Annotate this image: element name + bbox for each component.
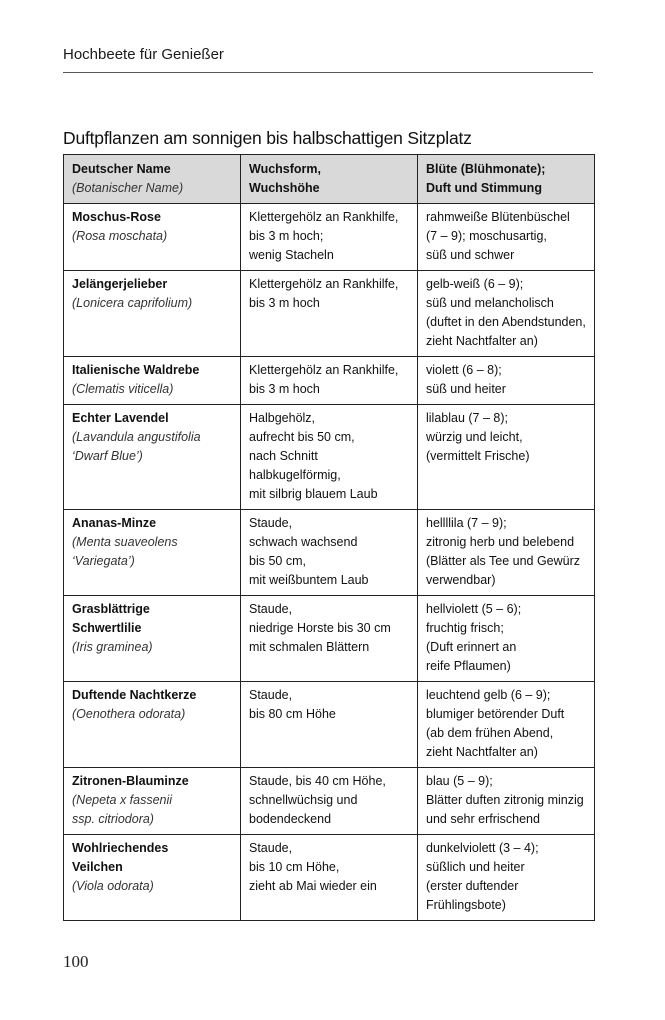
botanical-name: ‘Dwarf Blue’) <box>72 449 143 463</box>
growth-text: bis 3 m hoch <box>249 382 320 396</box>
cell-bloom <box>418 271 595 357</box>
botanical-name: (Lonicera caprifolium) <box>72 296 193 310</box>
cell-bloom <box>418 357 595 405</box>
bloom-text: und sehr erfrischend <box>426 812 540 826</box>
bloom-text: süß und heiter <box>426 382 506 396</box>
german-name: Veilchen <box>72 860 123 874</box>
botanical-name: (Iris graminea) <box>72 640 153 654</box>
bloom-text: (ab dem frühen Abend, <box>426 726 554 740</box>
growth-text: Staude, <box>249 688 293 702</box>
header-growth-line: Wuchsform, <box>249 162 321 176</box>
header-growth-line: Wuchshöhe <box>249 181 320 195</box>
bloom-text: (vermittelt Frische) <box>426 449 530 463</box>
growth-text: Klettergehölz an Rankhilfe, <box>249 210 399 224</box>
botanical-name: (Clematis viticella) <box>72 382 174 396</box>
bloom-text: dunkelviolett (3 – 4); <box>426 841 539 855</box>
bloom-text: würzig und leicht, <box>426 430 523 444</box>
cell-plant-name <box>64 510 241 596</box>
german-name: Moschus-Rose <box>72 210 161 224</box>
table-row <box>64 204 595 271</box>
bloom-text: Frühlingsbote) <box>426 898 506 912</box>
table-row <box>64 510 595 596</box>
growth-text: mit silbrig blauem Laub <box>249 487 378 501</box>
growth-text: schnellwüchsig und <box>249 793 358 807</box>
header-german-name-label: Deutscher Name <box>72 162 171 176</box>
cell-bloom <box>418 596 595 682</box>
fragrant-plants-table <box>63 154 595 921</box>
table-row <box>64 271 595 357</box>
bloom-text: reife Pflaumen) <box>426 659 511 673</box>
german-name: Schwertlilie <box>72 621 142 635</box>
table-title: Duftpflanzen am sonnigen bis halbschattigen Sitzplatz <box>63 128 472 148</box>
page-number: 100 <box>63 952 89 971</box>
german-name: Italienische Waldrebe <box>72 363 200 377</box>
table-header <box>64 155 595 204</box>
table-body <box>64 204 595 921</box>
cell-growth <box>241 357 418 405</box>
bloom-text: lilablau (7 – 8); <box>426 411 508 425</box>
bloom-text: (Duft erinnert an <box>426 640 517 654</box>
header-bloom <box>418 155 595 204</box>
botanical-name: (Lavandula angustifolia <box>72 430 201 444</box>
table-row <box>64 357 595 405</box>
cell-plant-name <box>64 204 241 271</box>
cell-growth <box>241 682 418 768</box>
cell-plant-name <box>64 357 241 405</box>
bloom-text: blau (5 – 9); <box>426 774 493 788</box>
german-name: Ananas-Minze <box>72 516 157 530</box>
cell-plant-name <box>64 405 241 510</box>
bloom-text: süß und schwer <box>426 248 515 262</box>
botanical-name: (Menta suaveolens <box>72 535 178 549</box>
growth-text: bis 10 cm Höhe, <box>249 860 340 874</box>
growth-text: niedrige Horste bis 30 cm <box>249 621 391 635</box>
growth-text: aufrecht bis 50 cm, <box>249 430 355 444</box>
growth-text: Staude, bis 40 cm Höhe, <box>249 774 386 788</box>
cell-growth <box>241 271 418 357</box>
german-name: Wohlriechendes <box>72 841 169 855</box>
table-row <box>64 768 595 835</box>
cell-bloom <box>418 768 595 835</box>
growth-text: bodendeckend <box>249 812 332 826</box>
cell-growth <box>241 204 418 271</box>
table-row <box>64 405 595 510</box>
german-name: Duftende Nachtkerze <box>72 688 197 702</box>
header-growth <box>241 155 418 204</box>
cell-plant-name <box>64 271 241 357</box>
bloom-text: süß und melancholisch <box>426 296 554 310</box>
growth-text: bis 50 cm, <box>249 554 306 568</box>
botanical-name: (Rosa moschata) <box>72 229 168 243</box>
header-german-name <box>64 155 241 204</box>
bloom-text: zieht Nachtfalter an) <box>426 334 538 348</box>
table-row <box>64 682 595 768</box>
cell-plant-name <box>64 835 241 921</box>
botanical-name: (Viola odorata) <box>72 879 154 893</box>
bloom-text: (erster duftender <box>426 879 519 893</box>
bloom-text: blumiger betörender Duft <box>426 707 565 721</box>
bloom-text: (duftet in den Abendstunden, <box>426 315 586 329</box>
bloom-text: fruchtig frisch; <box>426 621 504 635</box>
cell-plant-name <box>64 768 241 835</box>
bloom-text: zitronig herb und belebend <box>426 535 575 549</box>
table-row <box>64 596 595 682</box>
bloom-text: rahmweiße Blütenbüschel <box>426 210 570 224</box>
header-botanical-name-label: (Botanischer Name) <box>72 181 184 195</box>
bloom-text: Blätter duften zitronig minzig <box>426 793 584 807</box>
growth-text: zieht ab Mai wieder ein <box>249 879 377 893</box>
botanical-name: ‘Variegata’) <box>72 554 135 568</box>
bloom-text: leuchtend gelb (6 – 9); <box>426 688 551 702</box>
growth-text: bis 80 cm Höhe <box>249 707 336 721</box>
cell-plant-name <box>64 682 241 768</box>
running-head: Hochbeete für Genießer <box>63 46 224 63</box>
cell-bloom <box>418 510 595 596</box>
growth-text: nach Schnitt <box>249 449 318 463</box>
bloom-text: (Blätter als Tee und Gewürz <box>426 554 581 568</box>
botanical-name: (Oenothera odorata) <box>72 707 186 721</box>
bloom-text: süßlich und heiter <box>426 860 525 874</box>
german-name: Echter Lavendel <box>72 411 169 425</box>
growth-text: Staude, <box>249 841 293 855</box>
growth-text: Staude, <box>249 516 293 530</box>
header-row <box>64 155 595 204</box>
cell-bloom <box>418 204 595 271</box>
cell-plant-name <box>64 596 241 682</box>
growth-text: bis 3 m hoch <box>249 296 320 310</box>
growth-text: halbkugelförmig, <box>249 468 341 482</box>
growth-text: mit weißbuntem Laub <box>249 573 369 587</box>
growth-text: Klettergehölz an Rankhilfe, <box>249 277 399 291</box>
growth-text: Halbgehölz, <box>249 411 316 425</box>
cell-bloom <box>418 682 595 768</box>
cell-growth <box>241 405 418 510</box>
cell-bloom <box>418 405 595 510</box>
german-name: Jelängerjelieber <box>72 277 168 291</box>
growth-text: wenig Stacheln <box>249 248 334 262</box>
growth-text: Staude, <box>249 602 293 616</box>
growth-text: schwach wachsend <box>249 535 358 549</box>
header-rule <box>63 72 593 73</box>
bloom-text: (7 – 9); moschusartig, <box>426 229 547 243</box>
bloom-text: gelb-weiß (6 – 9); <box>426 277 524 291</box>
growth-text: Klettergehölz an Rankhilfe, <box>249 363 399 377</box>
botanical-name: (Nepeta x fassenii <box>72 793 173 807</box>
botanical-name: ssp. citriodora) <box>72 812 154 826</box>
german-name: Zitronen-Blauminze <box>72 774 189 788</box>
cell-growth <box>241 510 418 596</box>
cell-growth <box>241 596 418 682</box>
german-name: Grasblättrige <box>72 602 150 616</box>
bloom-text: hellviolett (5 – 6); <box>426 602 522 616</box>
header-bloom-line: Blüte (Blühmonate); <box>426 162 546 176</box>
bloom-text: verwendbar) <box>426 573 496 587</box>
table-row <box>64 835 595 921</box>
cell-bloom <box>418 835 595 921</box>
cell-growth <box>241 835 418 921</box>
growth-text: mit schmalen Blättern <box>249 640 370 654</box>
bloom-text: hellllila (7 – 9); <box>426 516 507 530</box>
cell-growth <box>241 768 418 835</box>
growth-text: bis 3 m hoch; <box>249 229 324 243</box>
header-bloom-line: Duft und Stimmung <box>426 181 542 195</box>
bloom-text: zieht Nachtfalter an) <box>426 745 538 759</box>
bloom-text: violett (6 – 8); <box>426 363 502 377</box>
plant-table-container <box>63 154 594 921</box>
